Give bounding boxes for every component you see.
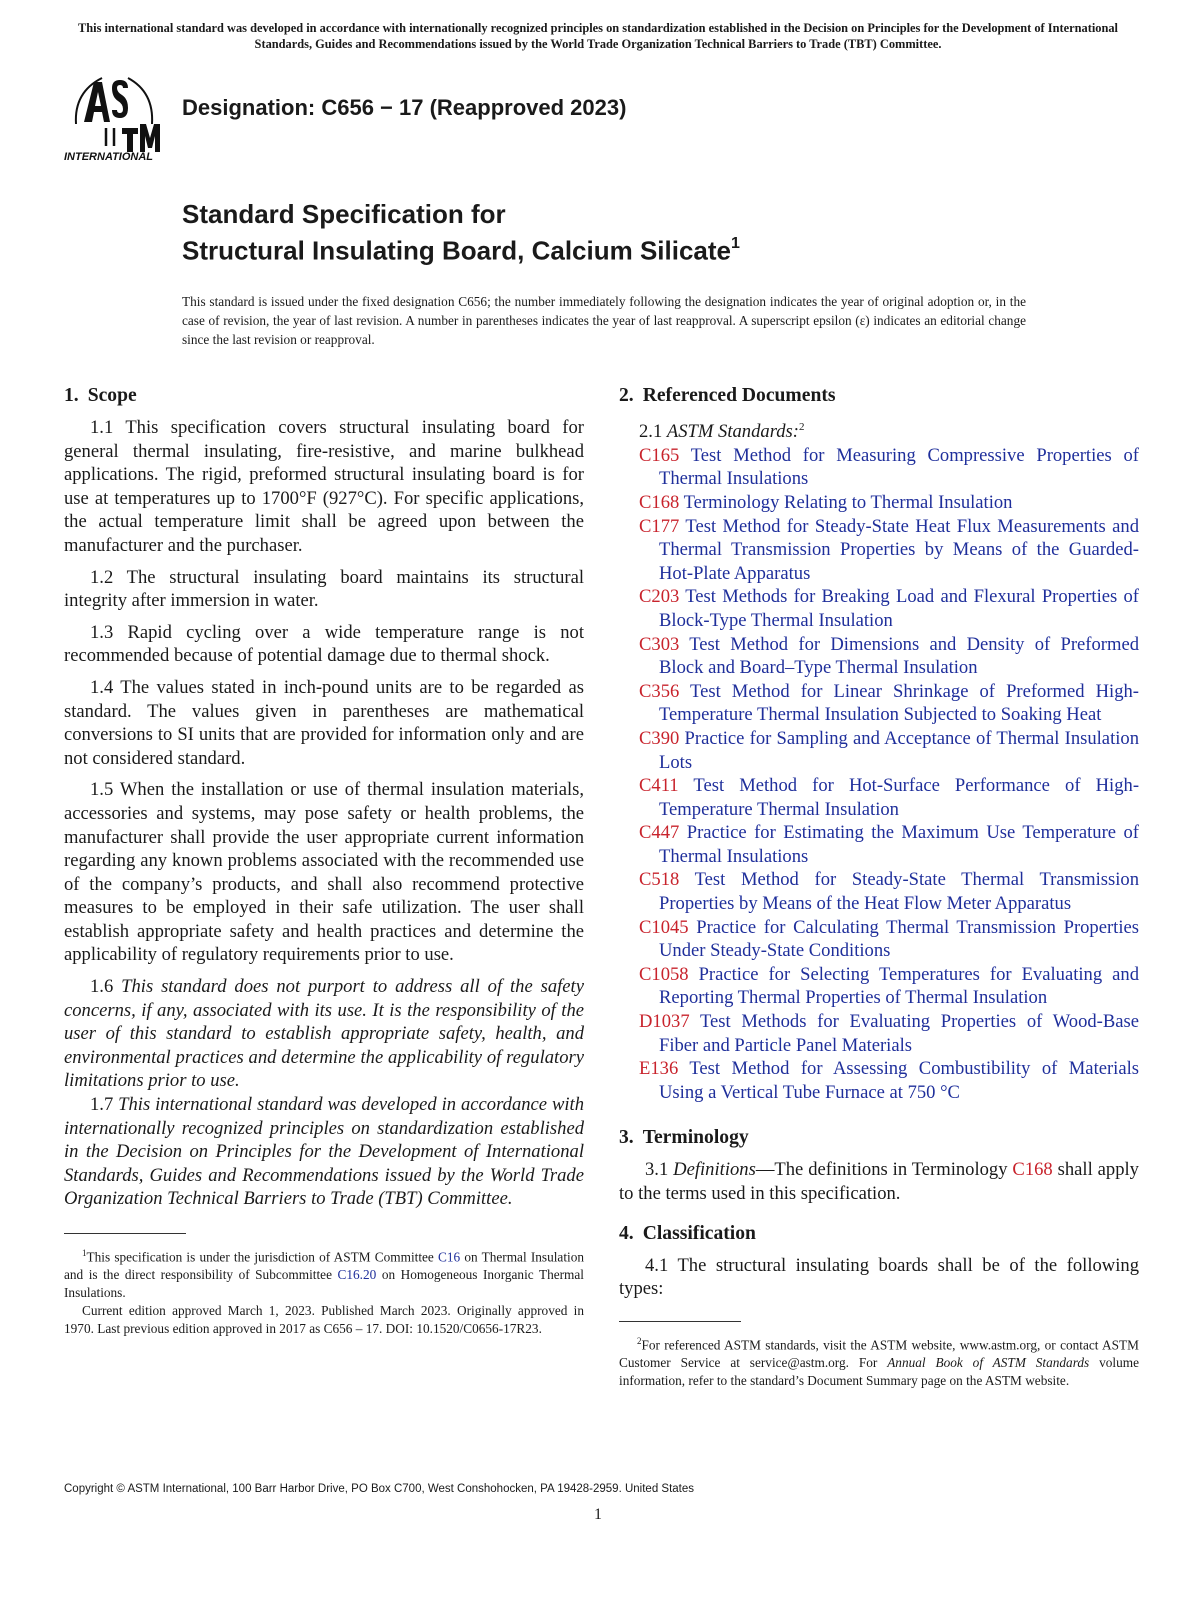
standard-title-link[interactable]: Test Method for Steady-State Thermal Transmission Properties by Means of the Heat Flow Meter Apparatus xyxy=(659,869,1139,915)
para-text: This standard does not purport to address all of the safety concerns, if any, associated with its use. It is the responsibility of the user of this standard to establish appropriate safety, health, and environmental practices and determine the applicability of regulatory limitations prior to use. xyxy=(64,976,584,1092)
list-item xyxy=(619,868,1139,915)
section-title: Scope xyxy=(87,385,137,406)
list-item xyxy=(619,774,1139,821)
standard-title-link[interactable]: Test Method for Steady-State Heat Flux Measurements and Thermal Transmission Properties by Means of the Guarded-Hot-Plate Apparatus xyxy=(659,515,1140,584)
c168-link[interactable]: C168 xyxy=(1012,1159,1053,1181)
astm-logo-icon xyxy=(62,68,170,164)
standard-code-link[interactable]: D1037 xyxy=(639,1011,690,1033)
standard-title-link[interactable]: Test Methods for Evaluating Properties of Wood-Base Fiber and Particle Panel Materials xyxy=(659,1011,1139,1056)
standard-title-link[interactable]: Practice for Sampling and Acceptance of Thermal Insulation Lots xyxy=(659,727,1139,773)
footnote-marker: 1 xyxy=(82,1248,87,1258)
standard-code-link[interactable]: C1045 xyxy=(639,916,689,938)
standard-title-link[interactable]: Test Method for Dimensions and Density of Preformed Block and Board–Type Thermal Insulation xyxy=(659,633,1139,679)
classification-heading xyxy=(619,1222,1139,1246)
footnote-text: on Homogeneous Inorganic Thermal Insulations. xyxy=(64,1267,584,1301)
section-title: Classification xyxy=(642,1222,756,1244)
footnote-divider xyxy=(619,1321,741,1322)
standard-code-link[interactable]: C390 xyxy=(639,727,680,749)
list-item xyxy=(619,680,1139,727)
para-label: Definitions xyxy=(673,1159,756,1181)
right-column xyxy=(619,384,1139,1390)
referenced-standards-list xyxy=(619,444,1139,1105)
standard-code-link[interactable]: C165 xyxy=(639,444,680,466)
copyright-footer: Copyright © ASTM International, 100 Barr Harbor Drive, PO Box C700, West Conshohocken, PA 19428-2959. United States xyxy=(64,1483,695,1495)
standard-code-link[interactable]: C447 xyxy=(639,822,680,844)
footnote-marker: 2 xyxy=(637,1335,642,1346)
header-notice: This international standard was developed in accordance with internationally recognized principles on standardization established in the Decision on Principles for the Development of International Standards, Guides and Recommendations issued by the World Trade Organization Technical Barriers to Trade (TBT) Committee. xyxy=(77,21,1119,51)
standard-code-link[interactable]: C177 xyxy=(639,515,680,537)
standard-code-link[interactable]: C411 xyxy=(639,775,679,797)
scope-para-1-2: 1.2 The structural insulating board maintains its structural integrity after immersion in water. xyxy=(64,566,584,612)
scope-para-1-3: 1.3 Rapid cycling over a wide temperature range is not recommended because of potential damage due to thermal shock. xyxy=(64,621,584,667)
footnote-1 xyxy=(64,1244,584,1302)
list-item xyxy=(619,821,1139,868)
page-title xyxy=(182,198,740,267)
para-label: ASTM Standards: xyxy=(666,421,799,443)
footnote-italic: Annual Book of ASTM Standards xyxy=(887,1355,1090,1371)
list-item xyxy=(619,515,1139,586)
para-text: shall apply to the terms used in this specification. xyxy=(619,1159,1139,1204)
standard-code-link[interactable]: C356 xyxy=(639,680,680,702)
standard-title-link[interactable]: Test Method for Linear Shrinkage of Preformed High-Temperature Thermal Insulation Subjected to Soaking Heat xyxy=(659,680,1139,726)
standard-code-link[interactable]: C518 xyxy=(639,869,680,891)
scope-heading xyxy=(64,384,584,408)
standard-title-link[interactable]: Test Method for Hot-Surface Performance of High-Temperature Thermal Insulation xyxy=(659,775,1140,820)
footnote-text: on Thermal Insulation and is the direct responsibility of Subcommittee xyxy=(64,1249,584,1283)
list-item xyxy=(619,585,1139,632)
list-item xyxy=(619,633,1139,680)
astm-standards-subheading xyxy=(639,416,1139,444)
title-line-1: Standard Specification for xyxy=(182,199,506,229)
title-line-2-text: Structural Insulating Board, Calcium Silicate xyxy=(182,235,732,266)
refdocs-heading xyxy=(619,384,1139,408)
list-item xyxy=(619,1057,1139,1104)
standard-code-link[interactable]: E136 xyxy=(639,1058,679,1080)
issued-statement: This standard is issued under the fixed designation C656; the number immediately following the designation indicates the year of original adoption or, in the case of revision, the year of last revision. A number in parentheses indicates the year of last reapproval. A superscript epsilon (ε) indicates an editorial change since the last revision or reapproval. xyxy=(182,294,1026,347)
footnote-text: This specification is under the jurisdiction of ASTM Committee xyxy=(86,1249,439,1265)
para-number: 1.6 xyxy=(90,976,114,998)
footnote-2 xyxy=(619,1332,1139,1390)
subcommittee-link[interactable]: C16.20 xyxy=(337,1267,377,1283)
scope-para-1-5: 1.5 When the installation or use of thermal insulation materials, accessories and systems, may pose safety or health problems, the manufacturer shall provide the user appropriate current information regarding any known problems associated with the recommended use of the company’s products, and shall also recommend protective measures to be employed in their safe utilization. The user shall establish appropriate safety and health practices and determine the applicability of regulatory requirements prior to use. xyxy=(64,779,584,966)
standard-title-link[interactable]: Practice for Selecting Temperatures for Evaluating and Reporting Thermal Properties of Thermal Insulation xyxy=(659,963,1139,1009)
para-text: This international standard was developed in accordance with internationally recognized principles on standardization established in the Decision on Principles for the Development of International Standards, Guides and Recommendations issued by the World Trade Organization Technical Barriers to Trade (TBT) Committee. xyxy=(64,1094,584,1210)
standard-title-link[interactable]: Test Method for Assessing Combustibility of Materials Using a Vertical Tube Furnace at 750 °C xyxy=(659,1058,1139,1103)
section-number: 2. xyxy=(619,385,634,406)
section-number: 1. xyxy=(64,385,79,406)
scope-para-1-6 xyxy=(64,975,584,1093)
footnote-text: For referenced ASTM standards, visit the ASTM website, www.astm.org, or contact ASTM Customer Service at service@astm.org. For xyxy=(619,1337,1139,1371)
list-item xyxy=(619,1010,1139,1057)
para-text: —The definitions in Terminology xyxy=(755,1159,1013,1181)
designation: Designation: C656 − 17 (Reapproved 2023) xyxy=(182,95,627,120)
standard-code-link[interactable]: C1058 xyxy=(639,963,689,985)
para-number: 2.1 xyxy=(639,421,663,443)
standard-code-link[interactable]: C303 xyxy=(639,633,680,655)
list-item xyxy=(619,916,1139,963)
standard-title-link[interactable]: Practice for Estimating the Maximum Use Temperature of Thermal Insulations xyxy=(659,822,1139,867)
terminology-heading xyxy=(619,1126,1139,1150)
para-number: 1.7 xyxy=(90,1094,114,1116)
title-footnote-ref[interactable]: 1 xyxy=(731,235,740,252)
list-item xyxy=(619,963,1139,1010)
footnote-divider xyxy=(64,1233,186,1234)
footnote-1-edition: Current edition approved March 1, 2023. Published March 2023. Originally approved in 1970. Last previous edition approved in 2017 as C656 – 17. DOI: 10.1520/C0656-17R23. xyxy=(64,1303,584,1337)
footnote-text: volume information, refer to the standard’s Document Summary page on the ASTM website. xyxy=(619,1355,1139,1389)
footnote-ref[interactable]: 2 xyxy=(798,421,805,433)
standard-code-link[interactable]: C168 xyxy=(639,491,680,513)
standard-code-link[interactable]: C203 xyxy=(639,586,680,608)
list-item xyxy=(619,727,1139,774)
standard-title-link[interactable]: Test Method for Measuring Compressive Properties of Thermal Insulations xyxy=(659,444,1139,490)
title-line-2 xyxy=(182,230,740,267)
terminology-para-3-1 xyxy=(619,1158,1139,1205)
scope-para-1-7 xyxy=(64,1093,584,1211)
section-number: 3. xyxy=(619,1127,634,1149)
para-number: 3.1 xyxy=(645,1159,669,1181)
standard-title-link[interactable]: Practice for Calculating Thermal Transmission Properties Under Steady-State Conditions xyxy=(659,916,1139,962)
list-item xyxy=(619,491,1139,515)
logo-text: INTERNATIONAL xyxy=(64,151,154,163)
scope-para-1-1: 1.1 This specification covers structural insulating board for general thermal insulating, fire-resistive, and marine bulkhead applications. The rigid, preformed structural insulating board is for use at temperatures up to 1700°F (927°C). For specific applications, the actual temperature limit shall be agreed upon between the manufacturer and the purchaser. xyxy=(64,417,584,556)
section-number: 4. xyxy=(619,1222,634,1244)
section-title: Referenced Documents xyxy=(642,385,836,406)
left-column xyxy=(64,384,584,1338)
committee-link[interactable]: C16 xyxy=(438,1249,461,1265)
page-number: 1 xyxy=(594,1506,602,1523)
scope-para-1-4: 1.4 The values stated in inch-pound units are to be regarded as standard. The values given in parentheses are mathematical conversions to SI units that are provided for information only and are not considered standard. xyxy=(64,676,584,769)
standard-title-link[interactable]: Test Methods for Breaking Load and Flexural Properties of Block-Type Thermal Insulation xyxy=(659,586,1140,631)
section-title: Terminology xyxy=(642,1127,749,1149)
classification-para-4-1: 4.1 The structural insulating boards shall be of the following types: xyxy=(619,1254,1139,1300)
standard-title-link[interactable]: Terminology Relating to Thermal Insulation xyxy=(683,491,1013,513)
list-item xyxy=(619,444,1139,491)
